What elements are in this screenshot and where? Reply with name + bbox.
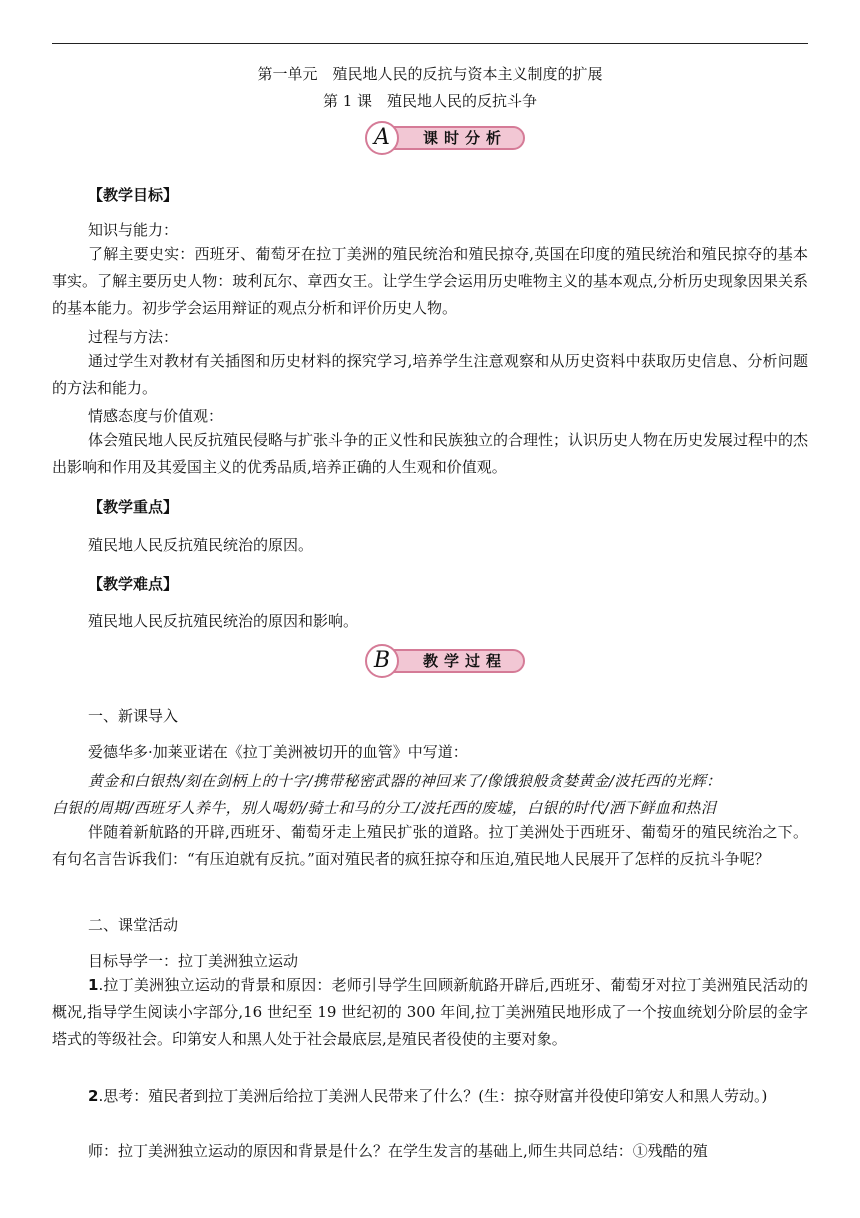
focus-heading: 【教学重点】 [88, 498, 179, 516]
item-number: 2 [88, 1087, 99, 1105]
section-badge-analysis [365, 121, 527, 155]
section-badge-process [365, 644, 527, 678]
difficulty-heading: 【教学难点】 [88, 575, 179, 593]
item-2 [52, 1083, 808, 1110]
item-1 [52, 972, 808, 1053]
difficulty-text: 殖民地人民反抗殖民统治的原因和影响。 [88, 612, 359, 630]
item-text: .拉丁美洲独立运动的背景和原因：老师引导学生回顾新航路开辟后,西班牙、葡萄牙对拉丁美洲殖民活动的概况,指导学生阅读小字部分,16 世纪至 19 世纪初的 300 年间,拉丁美洲殖民地形成了一个按血统划分阶层的金字塔式的等级社会。印第安人和黑人处于社会最底层,是殖民者役使的主要对象。 [52, 976, 808, 1048]
knowledge-label: 知识与能力： [88, 221, 179, 239]
item-number: 1 [88, 976, 99, 994]
attitude-label: 情感态度与价值观： [88, 407, 224, 425]
teacher-text: 师：拉丁美洲独立运动的原因和背景是什么？在学生发言的基础上,师生共同总结：①残酷的殖 [88, 1142, 708, 1160]
badge-letter-icon: A [365, 121, 399, 155]
activity-heading: 二、课堂活动 [88, 916, 179, 934]
quote-source: 爱德华多·加莱亚诺在《拉丁美洲被切开的血管》中写道： [88, 743, 468, 761]
goal-heading: 目标导学一：拉丁美洲独立运动 [88, 952, 299, 970]
intro-heading: 一、新课导入 [88, 707, 179, 725]
objectives-heading: 【教学目标】 [88, 186, 179, 204]
focus-text: 殖民地人民反抗殖民统治的原因。 [88, 536, 314, 554]
process-text: 通过学生对教材有关插图和历史材料的探究学习,培养学生注意观察和从历史资料中获取历史信息、分析问题的方法和能力。 [52, 352, 808, 397]
badge-label: 教学过程 [422, 652, 507, 670]
badge-letter-icon: B [365, 644, 399, 678]
item-text: .思考：殖民者到拉丁美洲后给拉丁美洲人民带来了什么？(生：掠夺财富并役使印第安人和黑人劳动。) [98, 1087, 768, 1105]
attitude-text: 体会殖民地人民反抗殖民侵略与扩张斗争的正义性和民族独立的合理性；认识历史人物在历史发展过程中的杰出影响和作用及其爱国主义的优秀品质,培养正确的人生观和价值观。 [52, 431, 809, 476]
badge-label: 课时分析 [422, 129, 507, 147]
header-rule [52, 43, 808, 44]
poem-line-2: 白银的周期/西班牙人养牛，别人喝奶/骑士和马的分工/波托西的废墟，白银的时代/洒下鲜血和热泪 [52, 799, 717, 817]
process-label: 过程与方法： [88, 328, 179, 346]
poem-line-1: 黄金和白银热/刻在剑柄上的十字/携带秘密武器的神回来了/像饿狼般贪婪黄金/波托西的光辉： [88, 772, 722, 790]
intro-text: 伴随着新航路的开辟,西班牙、葡萄牙走上殖民扩张的道路。拉丁美洲处于西班牙、葡萄牙的殖民统治之下。有句名言告诉我们：“有压迫就有反抗。”面对殖民者的疯狂掠夺和压迫,殖民地人民展开了怎样的反抗斗争呢？ [52, 823, 808, 868]
knowledge-text: 了解主要史实：西班牙、葡萄牙在拉丁美洲的殖民统治和殖民掠夺,英国在印度的殖民统治和殖民掠夺的基本事实。了解主要历史人物：玻利瓦尔、章西女王。让学生学会运用历史唯物主义的基本观点,分析历史现象因果关系的基本能力。初步学会运用辩证的观点分析和评价历史人物。 [52, 245, 808, 317]
unit-title: 第一单元 殖民地人民的反抗与资本主义制度的扩展 [257, 65, 603, 83]
lesson-title: 第 1 课 殖民地人民的反抗斗争 [322, 92, 538, 110]
